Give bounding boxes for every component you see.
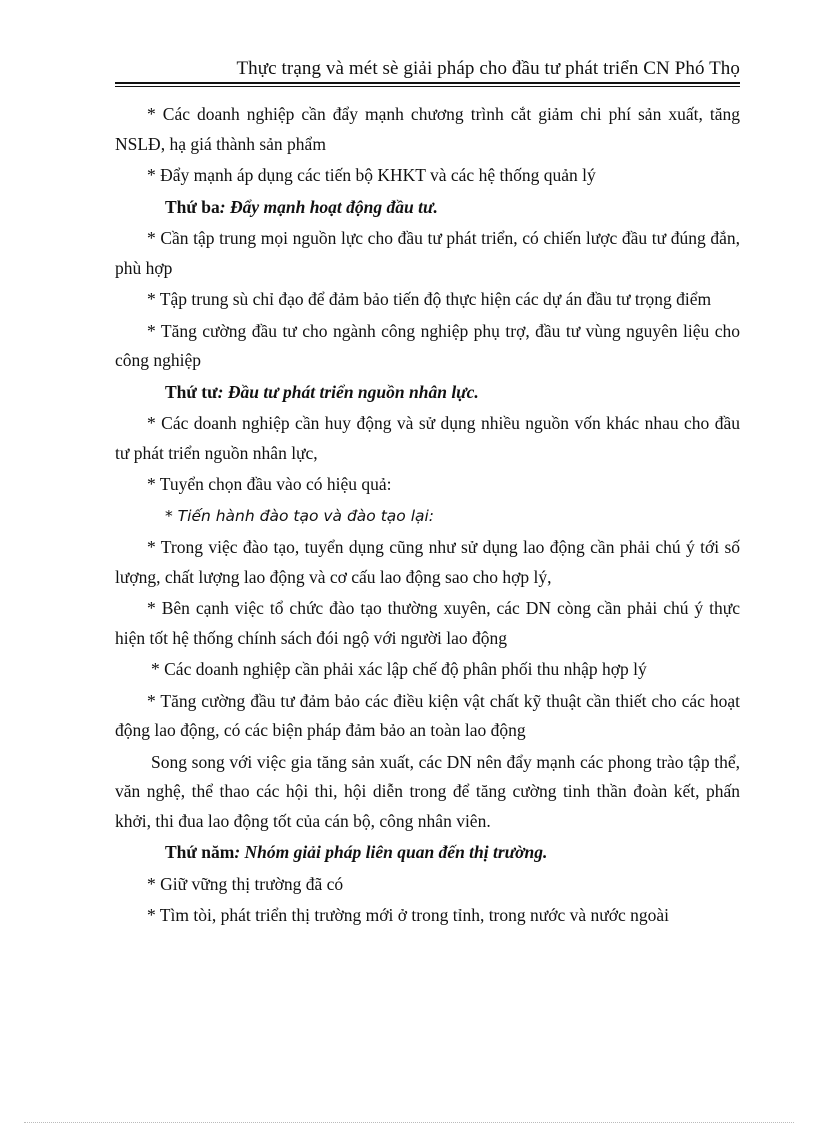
heading-text: : Đẩy mạnh hoạt động đầu tư. — [219, 196, 438, 217]
paragraph: * Trong việc đào tạo, tuyển dụng cũng như sử dụng lao động cần phải chú ý tới số lượng, chất lượng lao động và cơ cấu lao động sao cho hợp lý, — [115, 537, 740, 587]
paragraph: * Các doanh nghiệp cần huy động và sử dụng nhiều nguồn vốn khác nhau cho đầu tư phát triển nguồn nhân lực, — [115, 413, 740, 463]
heading-label: Thứ năm — [165, 842, 235, 862]
header-rule-thin — [115, 86, 740, 87]
paragraph: * Tăng cường đầu tư cho ngành công nghiệp phụ trợ, đầu tư vùng nguyên liệu cho công nghiệp — [115, 320, 740, 370]
paragraph: * Giữ vững thị trường đã có — [147, 873, 344, 894]
italic-subheading: * Tiến hành đào tạo và đào tạo lại: — [165, 506, 435, 525]
paragraph: * Tăng cường đầu tư đảm bảo các điều kiện vật chất kỹ thuật cần thiết cho các hoạt động lao động, có các biện pháp đảm bảo an toàn lao động — [115, 690, 740, 740]
paragraph: * Các doanh nghiệp cần đẩy mạnh chương trình cắt giảm chi phí sản xuất, tăng NSLĐ, hạ giá thành sản phẩm — [115, 104, 740, 154]
paragraph: * Cần tập trung mọi nguồn lực cho đầu tư phát triển, có chiến lược đầu tư đúng đắn, phù hợp — [115, 228, 740, 278]
heading-text: : Nhóm giải pháp liên quan đến thị trường. — [234, 842, 548, 862]
paragraph: * Đẩy mạnh áp dụng các tiến bộ KHKT và các hệ thống quản lý — [147, 165, 596, 185]
page-header-title: Thực trạng và mét sè giải pháp cho đầu tư phát triển CN Phó Thọ — [236, 58, 740, 79]
paragraph: * Tuyển chọn đầu vào có hiệu quả: — [147, 474, 392, 494]
section-heading-thu-nam — [115, 838, 740, 868]
heading-label: Thứ tư — [165, 381, 218, 402]
paragraph: * Các doanh nghiệp cần phải xác lập chế độ phân phối thu nhập hợp lý — [151, 659, 647, 679]
heading-label: Thứ ba — [165, 196, 220, 217]
document-body — [115, 100, 740, 931]
paragraph: * Bên cạnh việc tổ chức đào tạo thường xuyên, các DN còng cần phải chú ý thực hiện tốt hệ thống chính sách đói ngộ với người lao động — [115, 598, 740, 648]
paragraph: * Tìm tòi, phát triển thị trường mới ở trong tỉnh, trong nước và nước ngoài — [147, 905, 670, 925]
heading-text: : Đầu tư phát triển nguồn nhân lực. — [217, 381, 479, 402]
section-heading-thu-tu — [115, 378, 740, 408]
header-rule-thick — [115, 82, 740, 84]
paragraph: Song song với việc gia tăng sản xuất, các DN nên đẩy mạnh các phong trào tập thể, văn nghệ, thể thao các hội thi, hội diễn trong để tăng cường tinh thần đoàn kết, phấn khởi, thi đua lao động tốt của cán bộ, công nhân viên. — [115, 751, 740, 831]
section-heading-thu-ba — [115, 193, 740, 223]
paragraph: * Tập trung sù chỉ đạo để đảm bảo tiến độ thực hiện các dự án đầu tư trọng điểm — [147, 289, 712, 309]
